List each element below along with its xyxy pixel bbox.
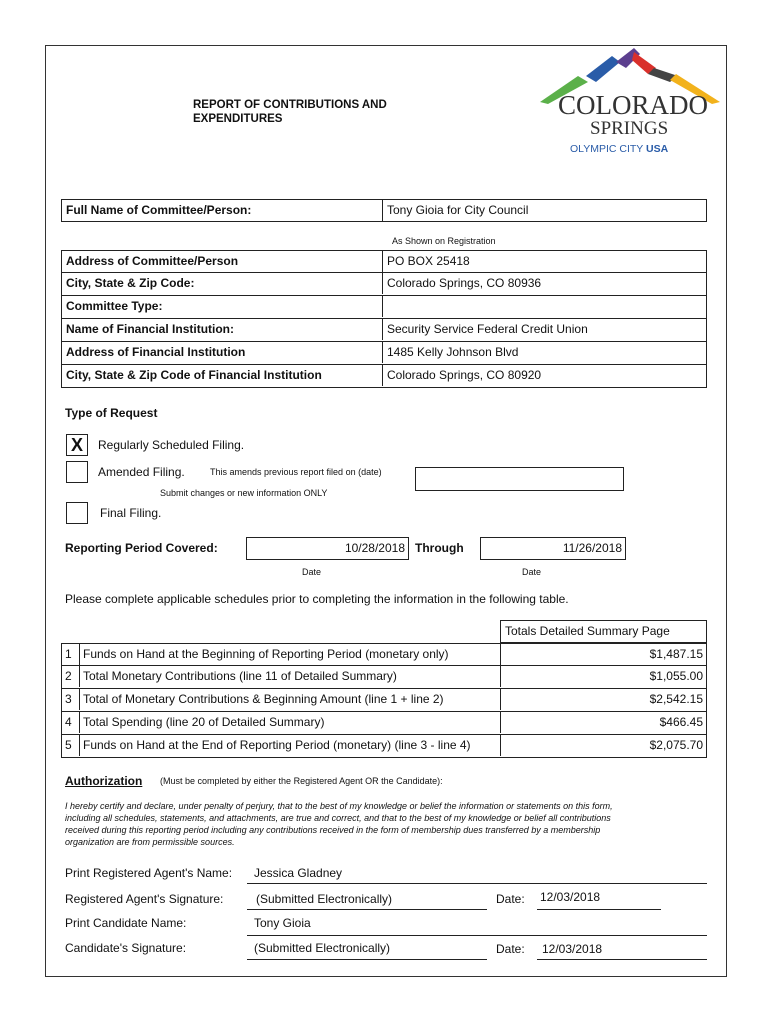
field-value[interactable]: Colorado Springs, CO 80936 [387, 276, 542, 290]
candidate-name-label: Print Candidate Name: [65, 916, 187, 930]
summary-amount[interactable]: $466.45 [659, 715, 703, 729]
summary-row [61, 689, 707, 712]
candidate-date-label: Date: [496, 942, 525, 956]
summary-amount[interactable]: $2,542.15 [649, 692, 703, 706]
through-label: Through [415, 541, 464, 555]
field-value[interactable]: Colorado Springs, CO 80920 [387, 368, 542, 382]
summary-row [61, 666, 707, 689]
field-label: Committee Type: [66, 299, 163, 313]
field-row [61, 319, 707, 342]
agent-date-value[interactable]: 12/03/2018 [540, 890, 601, 904]
agent-signature-line [247, 909, 487, 910]
final-filing-checkbox[interactable] [66, 502, 88, 524]
regular-filing-label: Regularly Scheduled Filing. [98, 438, 245, 452]
agent-date-label: Date: [496, 892, 525, 906]
summary-row [61, 643, 707, 666]
candidate-signature-line [247, 959, 487, 960]
summary-amount[interactable]: $1,487.15 [649, 647, 703, 661]
summary-amount[interactable]: $1,055.00 [649, 669, 703, 683]
summary-description: Funds on Hand at the Beginning of Reporting Period (monetary only) [83, 647, 449, 661]
report-title-line1: REPORT OF CONTRIBUTIONS AND [193, 99, 387, 111]
summary-line-number: 3 [65, 692, 72, 706]
field-row [61, 273, 707, 296]
candidate-signature-label: Candidate's Signature: [65, 941, 187, 955]
authorization-heading: Authorization [65, 774, 143, 788]
reporting-period-label: Reporting Period Covered: [65, 541, 218, 555]
committee-name-value[interactable]: Tony Gioia for City Council [387, 203, 529, 217]
report-title-line2: EXPENDITURES [193, 113, 283, 125]
field-row [61, 250, 707, 273]
agent-signature-label: Registered Agent's Signature: [65, 892, 224, 906]
committee-name-label: Full Name of Committee/Person: [66, 203, 252, 217]
summary-header: Totals Detailed Summary Page [500, 620, 707, 643]
field-value[interactable]: PO BOX 25418 [387, 254, 470, 268]
colorado-springs-logo [538, 46, 723, 156]
amended-date-field[interactable] [415, 467, 624, 491]
summary-line-number: 4 [65, 715, 72, 729]
period-to-field[interactable]: 11/26/2018 [480, 537, 626, 560]
agent-name-label: Print Registered Agent's Name: [65, 866, 233, 880]
authorization-note: (Must be completed by either the Registered Agent OR the Candidate): [160, 776, 443, 786]
amended-filing-note: This amends previous report filed on (date) [210, 467, 382, 477]
report-title [193, 98, 453, 126]
to-date-caption: Date [522, 567, 542, 577]
field-label: Address of Committee/Person [66, 254, 239, 268]
period-from-field[interactable]: 10/28/2018 [246, 537, 409, 560]
agent-signature-value[interactable]: (Submitted Electronically) [256, 892, 393, 906]
agent-date-line [537, 909, 661, 910]
candidate-date-line [537, 959, 707, 960]
summary-description: Total of Monetary Contributions & Beginning Amount (line 1 + line 2) [83, 692, 444, 706]
field-label: City, State & Zip Code: [66, 276, 195, 290]
field-value[interactable]: 1485 Kelly Johnson Blvd [387, 345, 519, 359]
registration-note: As Shown on Registration [392, 236, 496, 246]
summary-description: Funds on Hand at the End of Reporting Period (monetary) (line 3 - line 4) [83, 738, 471, 752]
agent-name-value[interactable]: Jessica Gladney [254, 866, 343, 880]
type-of-request-heading: Type of Request [65, 406, 158, 420]
candidate-name-value[interactable]: Tony Gioia [254, 916, 311, 930]
from-date-caption: Date [302, 567, 322, 577]
candidate-signature-value[interactable]: (Submitted Electronically) [254, 941, 391, 955]
amended-filing-label: Amended Filing. [98, 465, 185, 479]
field-row [61, 342, 707, 365]
logo-tagline: OLYMPIC CITY USA [570, 143, 669, 155]
committee-name-row [61, 199, 707, 222]
summary-line-number: 2 [65, 669, 72, 683]
summary-line-number: 5 [65, 738, 72, 752]
mountain-logo-icon [538, 46, 723, 156]
candidate-date-value[interactable]: 12/03/2018 [542, 942, 603, 956]
amended-sub-note: Submit changes or new information ONLY [160, 488, 328, 498]
summary-row [61, 712, 707, 735]
instructions-text: Please complete applicable schedules prior to completing the information in the following table. [65, 592, 569, 606]
logo-word-springs: SPRINGS [590, 118, 669, 139]
summary-amount[interactable]: $2,075.70 [649, 738, 703, 752]
summary-row [61, 735, 707, 758]
summary-description: Total Spending (line 20 of Detailed Summary) [83, 715, 325, 729]
certification-line: including all schedules, statements, and attachments, are true and correct, and that to the best of my knowledge or belief all contributions [65, 813, 611, 823]
field-label: Name of Financial Institution: [66, 322, 235, 336]
certification-line: organization are from permissible sources. [65, 837, 235, 847]
field-label: City, State & Zip Code of Financial Institution [66, 368, 322, 382]
field-row [61, 365, 707, 388]
logo-word-colorado: COLORADO [558, 90, 709, 120]
regular-filing-checkbox[interactable]: X [66, 434, 88, 456]
amended-filing-checkbox[interactable] [66, 461, 88, 483]
certification-line: I hereby certify and declare, under penalty of perjury, that to the best of my knowledge or belief the information or statements on this form, [65, 801, 613, 811]
field-label: Address of Financial Institution [66, 345, 246, 359]
certification-line: received during this reporting period including any contributions received in the form of membership dues transferred by a membership [65, 825, 601, 835]
candidate-name-line [247, 935, 707, 936]
summary-description: Total Monetary Contributions (line 11 of Detailed Summary) [83, 669, 397, 683]
field-row [61, 296, 707, 319]
field-value[interactable]: Security Service Federal Credit Union [387, 322, 588, 336]
summary-line-number: 1 [65, 647, 72, 661]
certification-text [65, 800, 715, 848]
final-filing-label: Final Filing. [100, 506, 162, 520]
agent-name-line [247, 883, 707, 884]
